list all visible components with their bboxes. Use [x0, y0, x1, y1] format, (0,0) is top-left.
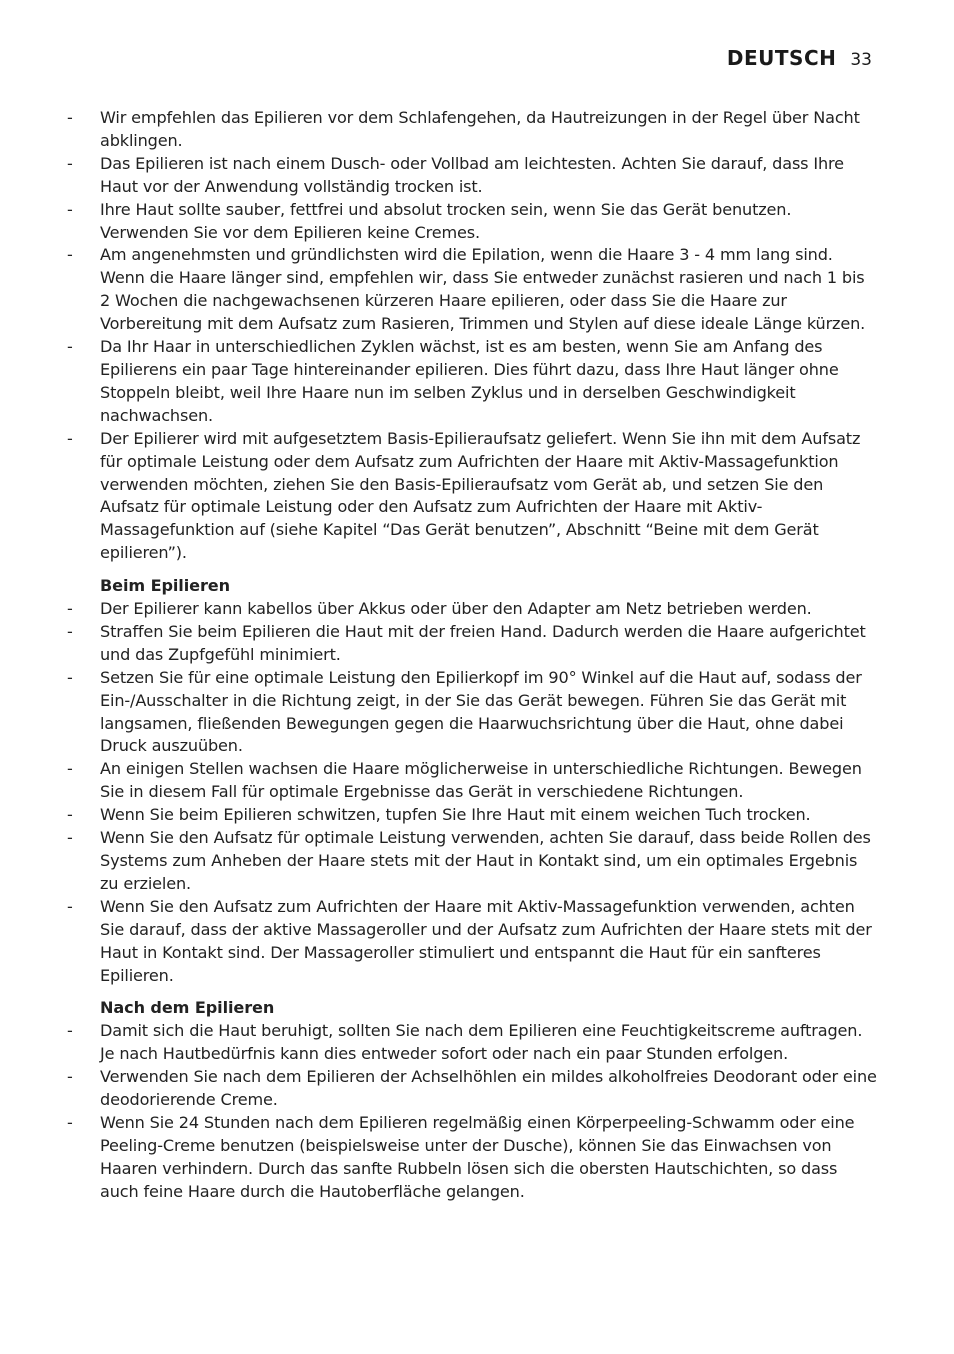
page-number: 33	[850, 50, 872, 70]
list-item	[62, 758, 878, 804]
during-list	[62, 598, 878, 987]
bullet-dash: -	[67, 828, 73, 848]
list-item	[62, 827, 878, 896]
bullet-dash: -	[67, 108, 73, 127]
list-item	[62, 153, 878, 199]
language-label: DEUTSCH	[726, 46, 837, 70]
list-item-text: Setzen Sie für eine optimale Leistung den Epilierkopf im 90° Winkel auf die Haut auf, sodass der Ein-/Ausschalter in die Richtung zeigt, in der Sie das Gerät bewegen. Führen Sie das Gerät mit langsamen, fließenden Bewegungen gegen die Haarwuchsrichtung über die Haut, ohne dabei Druck auszuüben.	[100, 667, 862, 756]
list-item-text: Das Epilieren ist nach einem Dusch- oder Vollbad am leichtesten. Achten Sie darauf, dass Ihre Haut vor der Anwendung vollständig trocken ist.	[100, 153, 844, 196]
section-heading-during: Beim Epilieren	[100, 576, 230, 596]
bullet-dash: -	[67, 896, 73, 916]
list-item	[62, 336, 878, 428]
list-item-text: Wir empfehlen das Epilieren vor dem Schlafengehen, da Hautreizungen in der Regel über Nacht abklingen.	[100, 108, 860, 150]
list-item-text: Verwenden Sie nach dem Epilieren der Achselhöhlen ein mildes alkoholfreies Deodorant oder eine deodorierende Creme.	[100, 1067, 877, 1110]
list-item-text: Straffen Sie beim Epilieren die Haut mit der freien Hand. Dadurch werden die Haare aufgerichtet und das Zupfgefühl minimiert.	[100, 621, 866, 664]
bullet-dash: -	[67, 428, 73, 448]
list-item	[62, 896, 878, 988]
list-item-text: Ihre Haut sollte sauber, fettfrei und absolut trocken sein, wenn Sie das Gerät benutzen. Verwenden Sie vor dem Epilieren keine Cremes.	[100, 199, 792, 242]
list-item	[62, 199, 878, 245]
bullet-dash: -	[67, 245, 73, 265]
bullet-dash: -	[67, 1112, 73, 1132]
bullet-dash: -	[67, 153, 73, 173]
bullet-dash: -	[67, 337, 73, 357]
list-item-text: Wenn Sie beim Epilieren schwitzen, tupfen Sie Ihre Haut mit einem weichen Tuch trocken.	[100, 805, 811, 825]
bullet-dash: -	[67, 1021, 73, 1041]
list-item-text: Da Ihr Haar in unterschiedlichen Zyklen wächst, ist es am besten, wenn Sie am Anfang des Epilierens ein paar Tage hintereinander epilieren. Dies führt dazu, dass Ihre Haut länger ohne Stoppeln bleibt, weil Ihre Haare nun im selben Zyklus und in derselben Geschwindigkeit nachwachsen.	[100, 337, 839, 425]
list-item-text: Wenn Sie den Aufsatz für optimale Leistung verwenden, achten Sie darauf, dass beide Rollen des Systems zum Anheben der Haare stets mit der Haut in Kontakt sind, um ein optimales Ergebnis zu erzielen.	[100, 828, 871, 893]
list-item-text: Am angenehmsten und gründlichsten wird die Epilation, wenn die Haare 3 - 4 mm lang sind. Wenn die Haare länger sind, empfehlen wir, dass Sie entweder zunächst rasieren und nach 1 bis 2 Wochen die nachgewachsenen kürzeren Haare epilieren, oder dass Sie die Haare zur Vorbereitung mit dem Aufsatz zum Rasieren, Trimmen und Stylen auf diese ideale Länge kürzen.	[100, 245, 866, 334]
list-item	[62, 667, 878, 759]
list-item-text: Der Epilierer wird mit aufgesetztem Basis-Epilieraufsatz geliefert. Wenn Sie ihn mit dem Aufsatz für optimale Leistung oder dem Aufsatz zum Aufrichten der Haare mit Aktiv-Massagefunktion verwenden möchten, ziehen Sie den Basis-Epilieraufsatz vom Gerät ab, und setzen Sie den Aufsatz für optimale Leistung oder den Aufsatz zum Aufrichten der Haare mit Aktiv-Massagefunktion auf (siehe Kapitel “Das Gerät benutzen”, Abschnitt “Beine mit dem Gerät epilieren”).	[100, 428, 861, 563]
section-heading-after: Nach dem Epilieren	[100, 998, 275, 1018]
list-item	[62, 804, 878, 827]
list-item-text: An einigen Stellen wachsen die Haare möglicherweise in unterschiedliche Richtungen. Bewegen Sie in diesem Fall für optimale Ergebnisse das Gerät in verschiedene Richtungen.	[100, 759, 862, 802]
list-item-text: Damit sich die Haut beruhigt, sollten Sie nach dem Epilieren eine Feuchtigkeitscreme auftragen. Je nach Hautbedürfnis kann dies entweder sofort oder nach ein paar Stunden erfolgen.	[100, 1021, 863, 1064]
list-item-text: Der Epilierer kann kabellos über Akkus oder über den Adapter am Netz betrieben werden.	[100, 599, 812, 619]
list-item	[62, 1020, 878, 1066]
list-item	[62, 598, 878, 621]
list-item	[62, 1066, 878, 1112]
bullet-dash: -	[67, 1067, 73, 1087]
list-item-text: Wenn Sie den Aufsatz zum Aufrichten der Haare mit Aktiv-Massagefunktion verwenden, achten Sie darauf, dass der aktive Massageroller und der Aufsatz zum Aufrichten der Haare stets mit der Haut in Kontakt sind. Der Massageroller stimuliert und entspannt die Haut für ein sanfteres Epilieren.	[100, 896, 872, 985]
list-item	[62, 428, 878, 565]
list-item	[62, 1112, 878, 1204]
list-item	[62, 107, 878, 153]
list-item	[62, 244, 878, 336]
bullet-dash: -	[67, 621, 73, 641]
list-item-text: Wenn Sie 24 Stunden nach dem Epilieren regelmäßig einen Körperpeeling-Schwamm oder eine Peeling-Creme benutzen (beispielsweise unter der Dusche), können Sie das Einwachsen von Haaren verhindern. Durch das sanfte Rubbeln lösen sich die obersten Hautschichten, so dass auch feine Haare durch die Hautoberfläche gelangen.	[100, 1112, 855, 1201]
intro-list	[62, 107, 878, 565]
list-item	[62, 621, 878, 667]
bullet-dash: -	[67, 759, 73, 779]
bullet-dash: -	[67, 667, 73, 687]
page-header	[727, 46, 872, 70]
bullet-dash: -	[67, 805, 73, 825]
after-list	[62, 1020, 878, 1203]
bullet-dash: -	[67, 599, 73, 619]
document-body	[62, 107, 878, 1204]
bullet-dash: -	[67, 199, 73, 219]
